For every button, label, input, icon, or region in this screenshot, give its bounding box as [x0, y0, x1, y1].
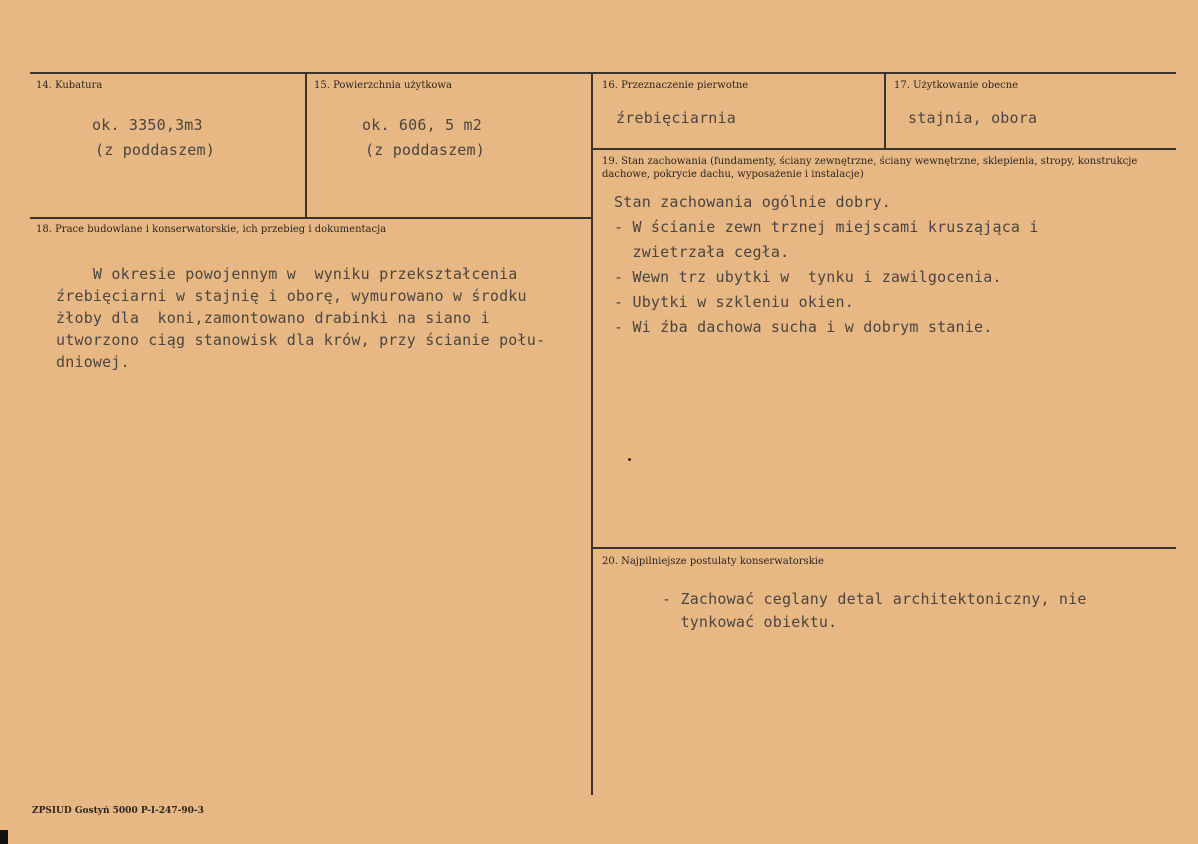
field-18-line: źrebięciarni w stajnię i oborę, wymurowano w środku: [56, 287, 527, 305]
field-15-value: ok. 606, 5 m2: [362, 116, 482, 134]
ink-speck: [628, 458, 631, 461]
field-20-label: 20. Najpilniejsze postulaty konserwatorskie: [602, 556, 824, 567]
field-17-value: stajnia, obora: [908, 109, 1038, 127]
field-18-text: [56, 265, 545, 375]
field-20-line: tynkować obiektu.: [662, 613, 838, 631]
field-19-line: zwietrzała cegła.: [614, 243, 790, 261]
field-15-label: 15. Powierzchnia użytkowa: [314, 80, 452, 91]
corner-mark: [0, 830, 8, 844]
field-20-line: - Zachować ceglany detal architektoniczny, nie: [662, 590, 1087, 608]
field-14-value: ok. 3350,3m3: [92, 116, 203, 134]
field-19-line: - Wi źba dachowa sucha i w dobrym stanie.: [614, 318, 993, 336]
field-14-label: 14. Kubatura: [36, 80, 103, 91]
field-19-line: - W ścianie zewn trznej miejscami krusząjąca i: [614, 218, 1039, 236]
divider-16-17: [884, 73, 886, 149]
field-19-text: [614, 193, 1039, 343]
field-14-note: (z poddaszem): [95, 141, 215, 159]
form-footer: ZPSIUD Gostyń 5000 P-I-247-90-3: [32, 806, 204, 816]
field-18-line: utworzono ciąg stanowisk dla krów, przy ścianie połu-: [56, 331, 546, 349]
field-18-line: żłoby dla koni,zamontowano drabinki na siano i: [56, 309, 490, 327]
rule-above-20: [592, 547, 1176, 549]
divider-14-15: [305, 73, 307, 218]
field-19-line: Stan zachowania ogólnie dobry.: [614, 193, 891, 211]
field-20-text: [662, 590, 1087, 636]
rule-below-16-17: [592, 148, 1176, 150]
top-rule: [30, 72, 1176, 74]
field-18-line: W okresie powojennym w wyniku przekształcenia: [56, 265, 518, 283]
rule-below-14-15: [30, 217, 592, 219]
field-16-label: 16. Przeznaczenie pierwotne: [602, 80, 749, 91]
field-18-label: 18. Prace budowlane i konserwatorskie, ich przebieg i dokumentacja: [36, 224, 387, 235]
field-16-value: źrebięciarnia: [616, 109, 736, 127]
field-19-label: 19. Stan zachowania (fundamenty, ściany zewnętrzne, ściany wewnętrzne, sklepienia, stropy, konstrukcje dachowe, pokrycie dachu, wyposażenie i instalacje): [602, 156, 1138, 180]
divider-15-16: [591, 73, 593, 795]
field-18-line: dniowej.: [56, 353, 130, 371]
field-19-line: - Wewn trz ubytki w tynku i zawilgocenia.: [614, 268, 1002, 286]
field-17-label: 17. Użytkowanie obecne: [894, 80, 1019, 91]
field-15-note: (z poddaszem): [365, 141, 485, 159]
field-19-line: - Ubytki w szkleniu okien.: [614, 293, 854, 311]
